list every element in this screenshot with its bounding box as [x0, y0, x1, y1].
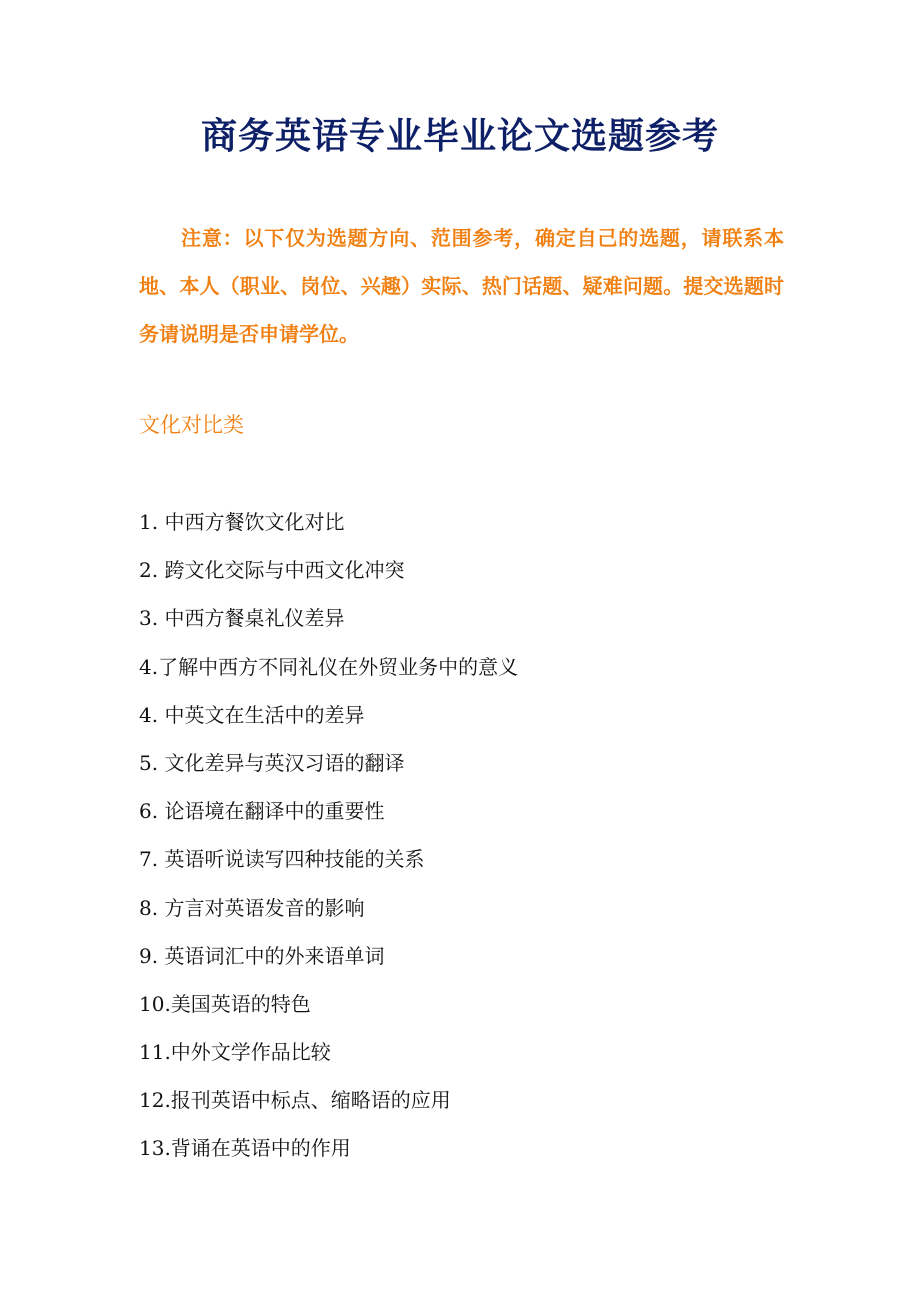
page-title: 商务英语专业毕业论文选题参考 [200, 115, 719, 157]
list-item: 8. 方言对英语发音的影响 [139, 895, 365, 920]
list-item: 2. 跨文化交际与中西文化冲突 [139, 558, 405, 583]
list-item: 7. 英语听说读写四种技能的关系 [139, 847, 425, 872]
list-item: 4.了解中西方不同礼仪在外贸业务中的意义 [139, 654, 519, 679]
list-item: 3. 中西方餐桌礼仪差异 [139, 606, 345, 631]
list-item: 10.美国英语的特色 [139, 991, 311, 1016]
list-item: 5. 文化差异与英汉习语的翻译 [139, 750, 405, 775]
list-item: 6. 论语境在翻译中的重要性 [139, 799, 385, 824]
topic-list [139, 500, 518, 1175]
list-item: 4. 中英文在生活中的差异 [139, 702, 365, 727]
section-heading: 文化对比类 [139, 413, 244, 437]
list-item: 12.报刊英语中标点、缩略语的应用 [139, 1088, 451, 1113]
list-item: 13.背诵在英语中的作用 [139, 1136, 351, 1161]
list-item: 11.中外文学作品比较 [139, 1040, 331, 1065]
list-item: 1. 中西方餐饮文化对比 [139, 510, 345, 534]
notice-paragraph: 注意：以下仅为选题方向、范围参考，确定自己的选题，请联系本地、本人（职业、岗位、兴趣）实际、热门话题、疑难问题。提交选题时务请说明是否申请学位。 [139, 226, 784, 346]
list-item: 9. 英语词汇中的外来语单词 [139, 943, 385, 968]
